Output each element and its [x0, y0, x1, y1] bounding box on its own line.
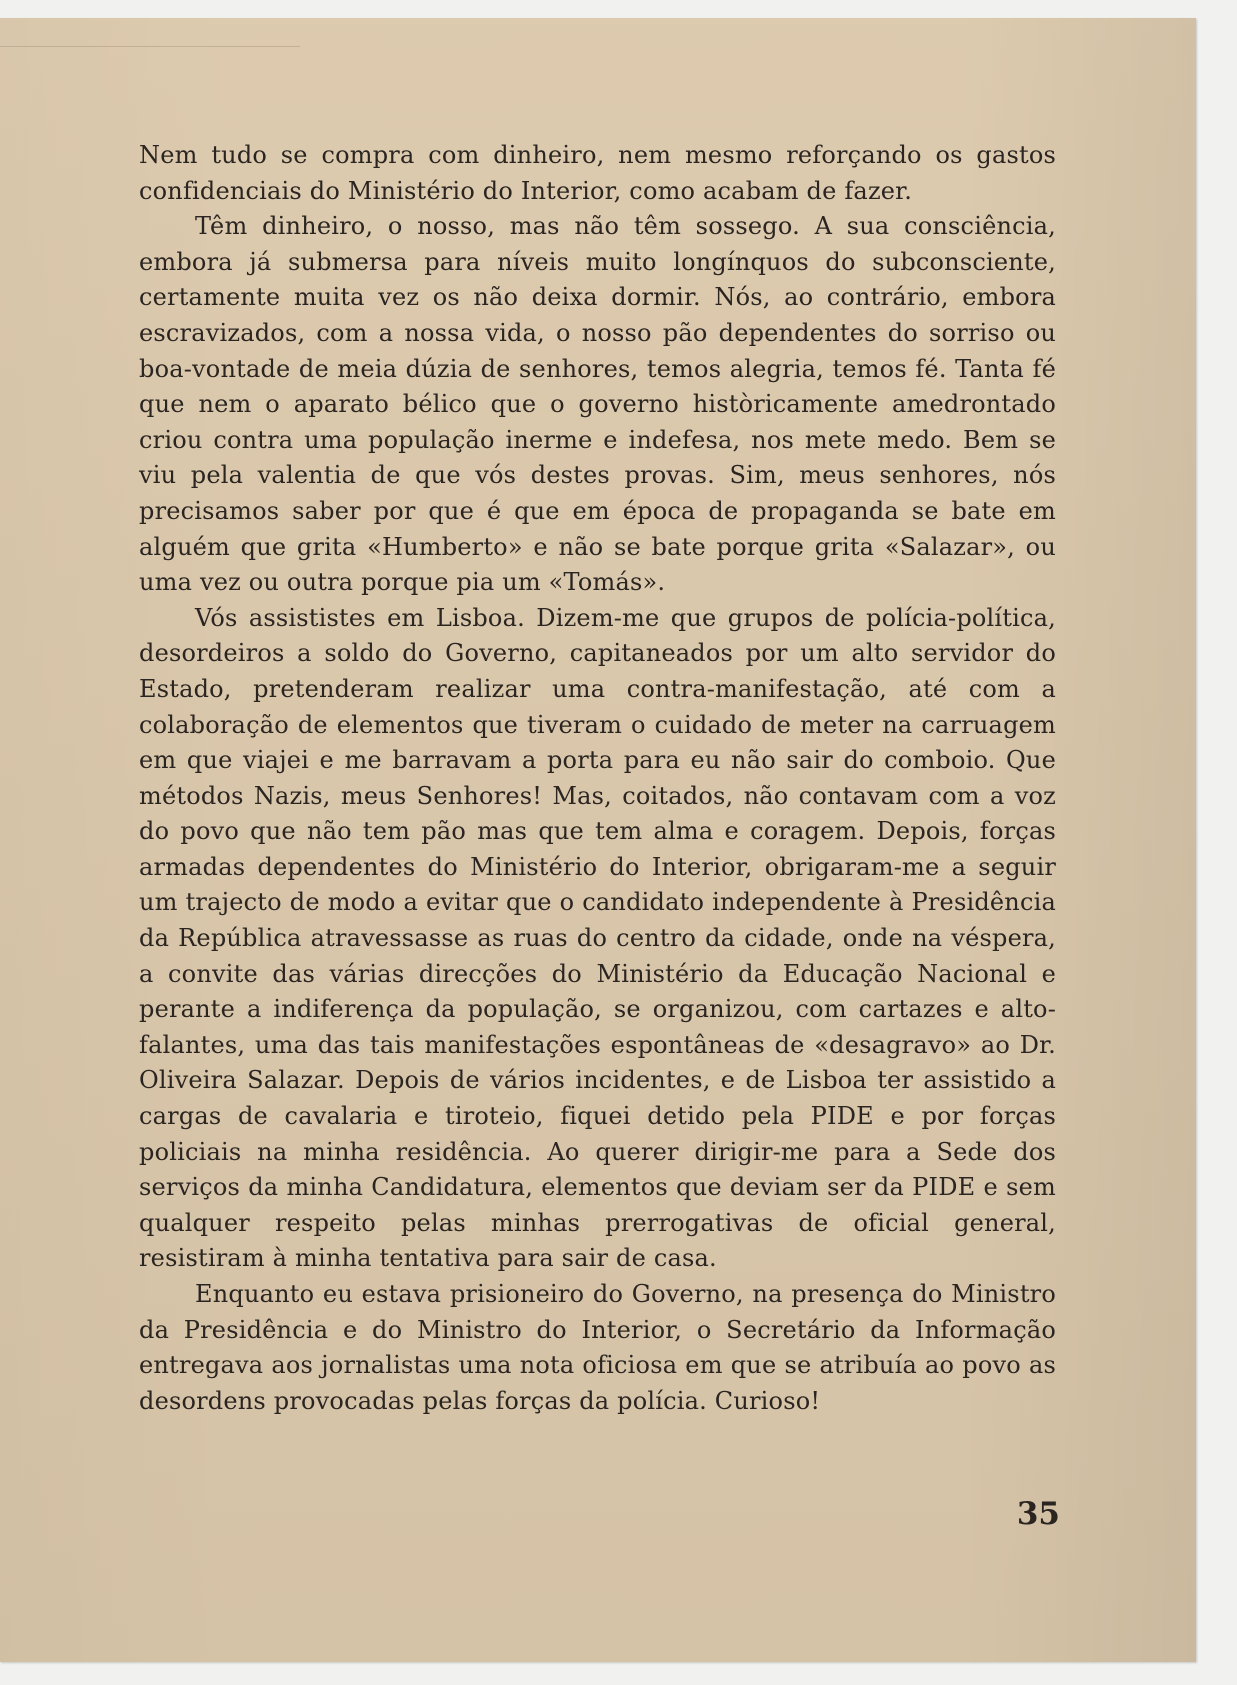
body-text	[139, 138, 1056, 1419]
paper-crease	[0, 46, 300, 47]
paragraph-3: Vós assististes em Lisboa. Dizem-me que grupos de polícia-política, desordeiros a soldo do Governo, capitaneados por um alto servidor do Estado, pretenderam realizar uma contra-manifestação, até com a colaboração de elementos que tiveram o cuidado de meter na carruagem em que viajei e me barravam a porta para eu não sair do comboio. Que métodos Nazis, meus Senhores! Mas, coitados, não contavam com a voz do povo que não tem pão mas que tem alma e coragem. Depois, forças armadas dependentes do Ministério do Interior, obrigaram-me a seguir um trajecto de modo a evitar que o candidato independente à Presidência da República atravessasse as ruas do centro da cidade, onde na véspera, a convite das várias direcções do Ministério da Educação Nacional e perante a indiferença da população, se organizou, com cartazes e alto-falantes, uma das tais manifestações espontâneas de «desagravo» ao Dr. Oliveira Salazar. Depois de vários incidentes, e de Lisboa ter assistido a cargas de cavalaria e tiroteio, fiquei detido pela PIDE e por forças policiais na minha residência. Ao querer dirigir-me para a Sede dos serviços da minha Candidatura, elementos que deviam ser da PIDE e sem qualquer respeito pelas minhas prerrogativas de oficial general, resistiram à minha tentativa para sair de casa.	[139, 603, 1056, 1273]
scanned-page	[0, 18, 1196, 1662]
page-number: 35	[1016, 1496, 1060, 1532]
paragraph-4: Enquanto eu estava prisioneiro do Governo, na presença do Ministro da Presidência e do Ministro do Interior, o Secretário da Informação entregava aos jornalistas uma nota oficiosa em que se atribuía ao povo as desordens provocadas pelas forças da polícia. Curioso!	[139, 1280, 1056, 1415]
paragraph-1: Nem tudo se compra com dinheiro, nem mesmo reforçando os gastos confidenciais do Ministério do Interior, como acabam de fazer.	[139, 141, 1056, 205]
paragraph-2: Têm dinheiro, o nosso, mas não têm sossego. A sua consciência, embora já submersa para níveis muito longínquos do subconsciente, certamente muita vez os não deixa dormir. Nós, ao contrário, embora escravizados, com a nossa vida, o nosso pão dependentes do sorriso ou boa-vontade de meia dúzia de senhores, temos alegria, temos fé. Tanta fé que nem o aparato bélico que o governo històricamente amedrontado criou contra uma população inerme e indefesa, nos mete medo. Bem se viu pela valentia de que vós destes provas. Sim, meus senhores, nós precisamos saber por que é que em época de propaganda se bate em alguém que grita «Humberto» e não se bate porque grita «Salazar», ou uma vez ou outra porque pia um «Tomás».	[139, 212, 1056, 597]
